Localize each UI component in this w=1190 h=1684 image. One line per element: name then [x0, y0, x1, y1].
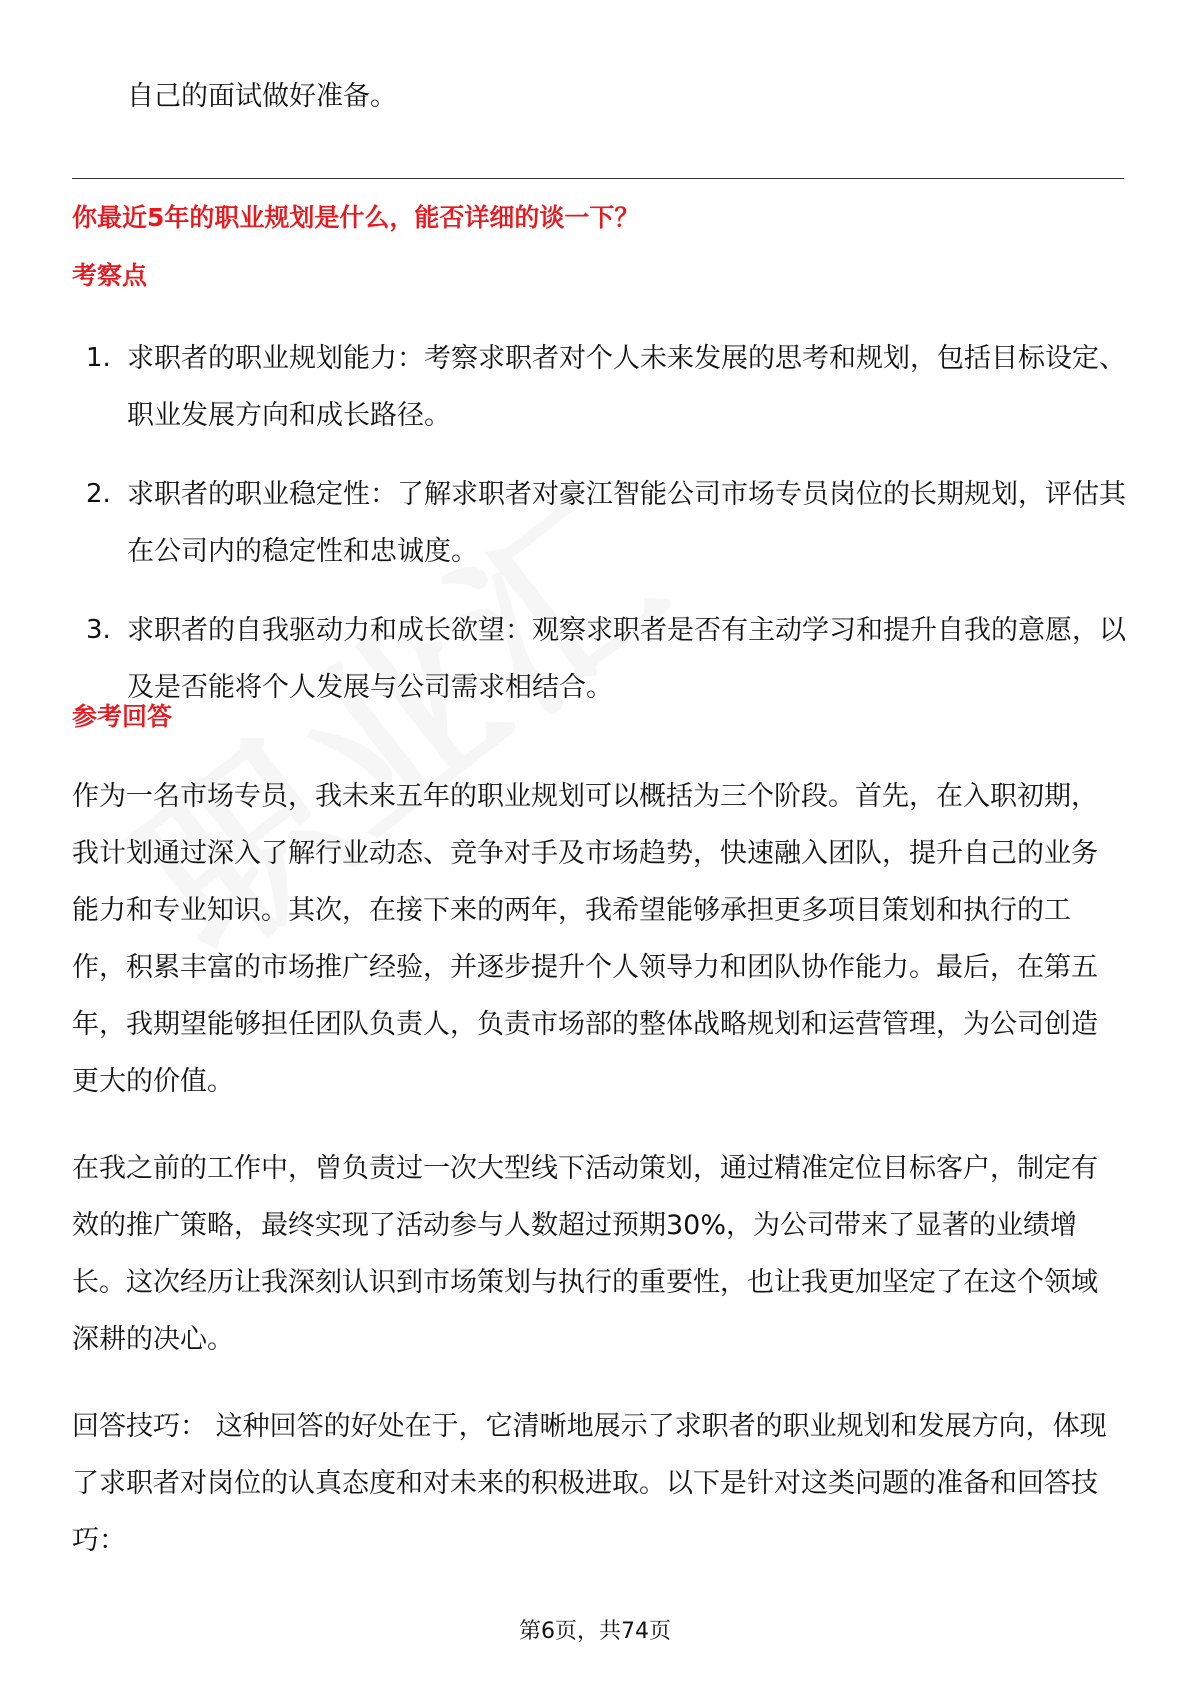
list-item-text: 求职者的自我驱动力和成长欲望：观察求职者是否有主动学习和提升自我的意愿，以及是否能将个人发展与公司需求相结合。	[127, 615, 1126, 703]
list-item	[72, 602, 1126, 716]
assessment-list	[72, 330, 1126, 738]
answer-paragraph: 作为一名市场专员，我未来五年的职业规划可以概括为三个阶段。首先，在入职初期，我计划通过深入了解行业动态、竞争对手及市场趋势，快速融入团队，提升自己的业务能力和专业知识。其次，在接下来的两年，我希望能够承担更多项目策划和执行的工作，积累丰富的市场推广经验，并逐步提升个人领导力和团队协作能力。最后，在第五年，我期望能够担任团队负责人，负责市场部的整体战略规划和运营管理，为公司创造更大的价值。	[72, 781, 1098, 1097]
list-item-number: 2.	[86, 479, 111, 509]
answer-tips-paragraph: 回答技巧： 这种回答的好处在于，它清晰地展示了求职者的职业规划和发展方向，体现了求职者对岗位的认真态度和对未来的积极进取。以下是针对这类问题的准备和回答技巧：	[72, 1411, 1107, 1556]
list-item-number: 1.	[86, 343, 111, 373]
page-number: 第6页，共74页	[519, 1619, 671, 1644]
continued-text: 自己的面试做好准备。	[127, 81, 397, 112]
list-item-number: 3.	[86, 615, 111, 645]
section-divider	[72, 178, 1124, 179]
list-item-text: 求职者的职业规划能力：考察求职者对个人未来发展的思考和规划，包括目标设定、职业发展方向和成长路径。	[127, 343, 1126, 431]
question-heading: 你最近5年的职业规划是什么，能否详细的谈一下？	[72, 203, 640, 232]
assessment-heading: 考察点	[72, 261, 148, 290]
reference-answer-heading: 参考回答	[72, 702, 173, 731]
list-item-text: 求职者的职业稳定性：了解求职者对豪江智能公司市场专员岗位的长期规划，评估其在公司内的稳定性和忠诚度。	[127, 479, 1126, 567]
list-item	[72, 466, 1126, 580]
answer-paragraph: 在我之前的工作中，曾负责过一次大型线下活动策划，通过精准定位目标客户，制定有效的推广策略，最终实现了活动参与人数超过预期30%，为公司带来了显著的业绩增长。这次经历让我深刻认识到市场策划与执行的重要性，也让我更加坚定了在这个领域深耕的决心。	[72, 1153, 1098, 1355]
list-item	[72, 330, 1126, 444]
